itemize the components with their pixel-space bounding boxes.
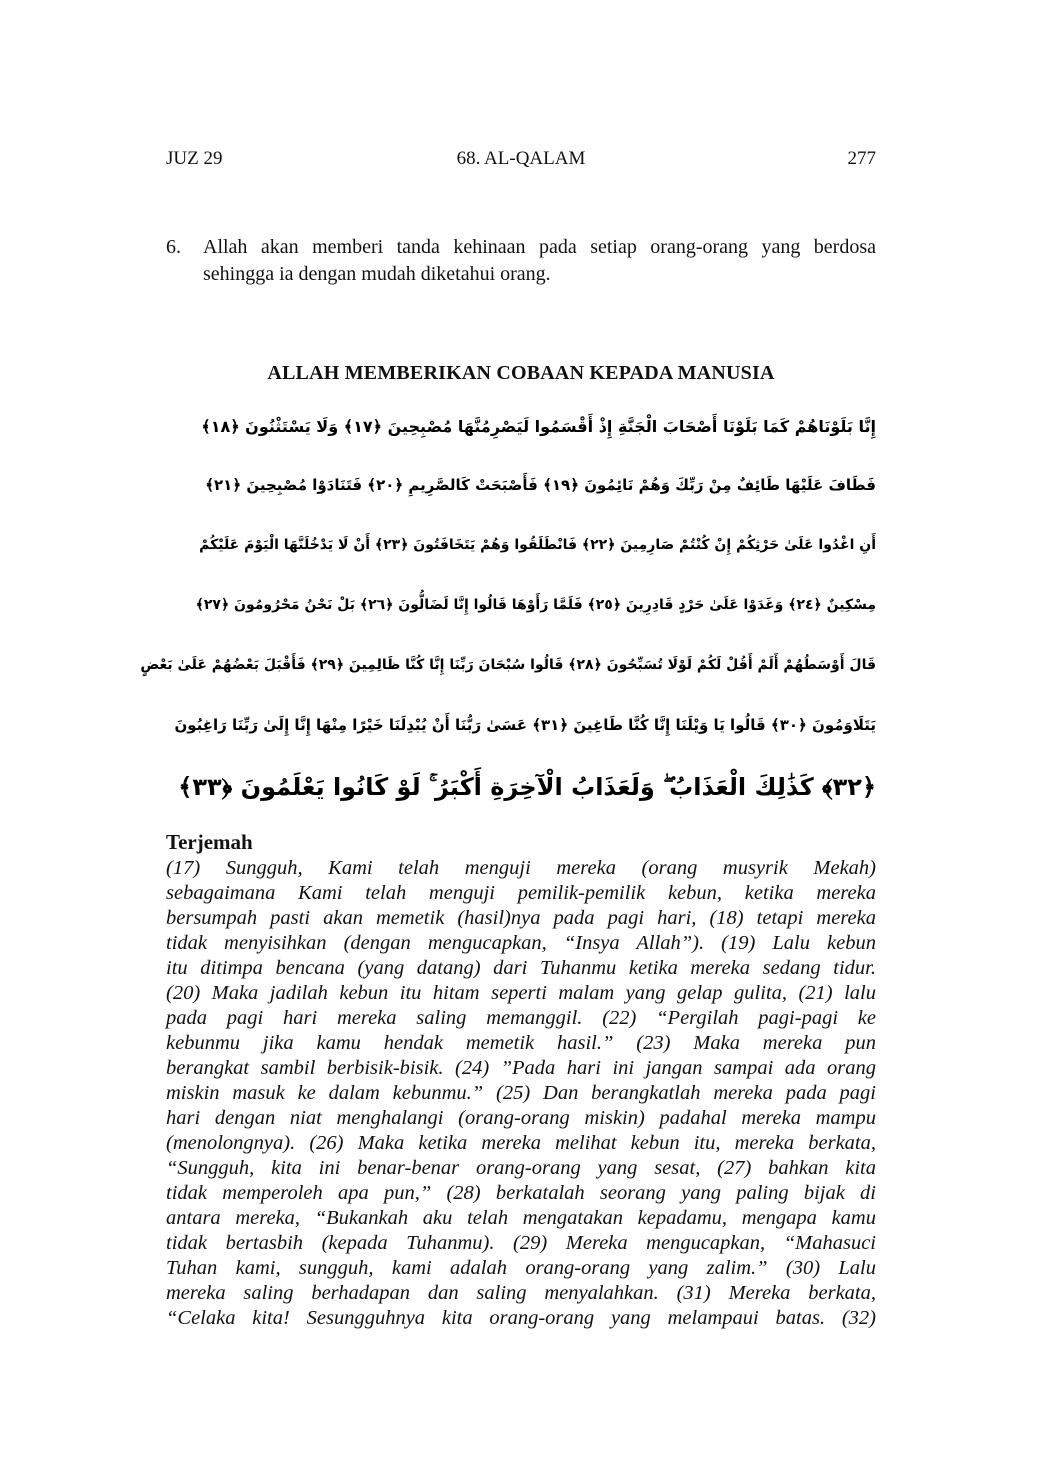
translation-line: hari dengan niat menghalangi (orang-orang miskin) padahal mereka mampu	[166, 1107, 876, 1129]
arabic-line: قَالَ أَوْسَطُهُمْ أَلَمْ أَقُلْ لَكُمْ لَوْلَا تُسَبِّحُونَ ﴿٢٨﴾ قَالُوا سُبْحَانَ رَبِّنَا إِنَّا كُنَّا ظَالِمِينَ ﴿٢٩﴾ فَأَقْبَلَ بَعْضُهُمْ عَلَىٰ بَعْضٍ	[140, 657, 876, 673]
translation-line: (17) Sungguh, Kami telah menguji mereka (orang musyrik Mekah)	[166, 857, 876, 879]
arabic-line: فَطَافَ عَلَيْهَا طَائِفٌ مِنْ رَبِّكَ وَهُمْ نَائِمُونَ ﴿١٩﴾ فَأَصْبَحَتْ كَالصَّرِيمِ ﴿٢٠﴾ فَتَنَادَوْا مُصْبِحِينَ ﴿٢١﴾	[205, 476, 876, 494]
arabic-line: إِنَّا بَلَوْنَاهُمْ كَمَا بَلَوْنَا أَصْحَابَ الْجَنَّةِ إِذْ أَقْسَمُوا لَيَصْرِمُنَّهَا مُصْبِحِينَ ﴿١٧﴾ وَلَا يَسْتَثْنُونَ ﴿١٨﴾	[201, 417, 876, 436]
translation-line: tidak memperoleh apa pun,” (28) berkatalah seorang yang paling bijak di	[166, 1182, 876, 1204]
running-header	[166, 148, 876, 174]
translation-line: “Celaka kita! Sesungguhnya kita orang-orang yang melampaui batas. (32)	[166, 1307, 876, 1329]
arabic-verses	[140, 398, 876, 818]
translation-line: kebunmu jika kamu hendak memetik hasil.” (23) Maka mereka pun	[166, 1032, 876, 1054]
footnote	[166, 234, 876, 288]
arabic-line: يَتَلَاوَمُونَ ﴿٣٠﴾ قَالُوا يَا وَيْلَنَا إِنَّا كُنَّا طَاغِينَ ﴿٣١﴾ عَسَىٰ رَبُّنَا أَنْ يُبْدِلَنَا خَيْرًا مِنْهَا إِنَّا إِلَىٰ رَبِّنَا رَاغِبُونَ	[174, 716, 876, 734]
translation-line: (menolongnya). (26) Maka ketika mereka melihat kebun itu, mereka berkata,	[166, 1132, 876, 1154]
surah-title: 68. AL-QALAM	[456, 148, 586, 169]
translation-line: “Sungguh, kita ini benar-benar orang-orang yang sesat, (27) bahkan kita	[166, 1157, 876, 1179]
arabic-line: ﴿٣٢﴾ كَذَٰلِكَ الْعَذَابُ ۖ وَلَعَذَابُ الْآخِرَةِ أَكْبَرُ ۚ لَوْ كَانُوا يَعْلَمُونَ ﴿٣٣﴾	[178, 773, 876, 801]
translation-line: itu ditimpa bencana (yang datang) dari Tuhanmu ketika mereka sedang tidur.	[166, 957, 876, 979]
translation-line: tidak menyisihkan (dengan mengucapkan, “Insya Allah”). (19) Lalu kebun	[166, 932, 876, 954]
footnote-text: Allah akan memberi tanda kehinaan pada setiap orang-orang yang berdosa sehingga ia dengan mudah diketahui orang.	[203, 236, 876, 285]
page-number: 277	[847, 148, 876, 169]
translation-line: Tuhan kami, sungguh, kami adalah orang-orang yang zalim.” (30) Lalu	[166, 1257, 876, 1279]
translation-line: antara mereka, “Bukankah aku telah mengatakan kepadamu, mengapa kamu	[166, 1207, 876, 1229]
translation-line: bersumpah pasti akan memetik (hasil)nya pada pagi hari, (18) tetapi mereka	[166, 907, 876, 929]
translation-line: mereka saling berhadapan dan saling menyalahkan. (31) Mereka berkata,	[166, 1282, 876, 1304]
translation-body	[166, 856, 876, 1331]
translation-line: (20) Maka jadilah kebun itu hitam seperti malam yang gelap gulita, (21) lalu	[166, 982, 876, 1004]
juz-label: JUZ 29	[166, 148, 223, 169]
translation-line: sebagaimana Kami telah menguji pemilik-pemilik kebun, ketika mereka	[166, 882, 876, 904]
translation-line: miskin masuk ke dalam kebunmu.” (25) Dan berangkatlah mereka pada pagi	[166, 1082, 876, 1104]
footnote-number: 6.	[166, 236, 181, 258]
translation-line: berangkat sambil berbisik-bisik. (24) ”Pada hari ini jangan sampai ada orang	[166, 1057, 876, 1079]
translation-line: tidak bertasbih (kepada Tuhanmu). (29) Mereka mengucapkan, “Mahasuci	[166, 1232, 876, 1254]
arabic-line: أَنِ اغْدُوا عَلَىٰ حَرْثِكُمْ إِنْ كُنْتُمْ صَارِمِينَ ﴿٢٢﴾ فَانْطَلَقُوا وَهُمْ يَتَخَافَتُونَ ﴿٢٣﴾ أَنْ لَا يَدْخُلَنَّهَا الْيَوْمَ عَلَيْكُمْ	[199, 537, 876, 553]
section-title: ALLAH MEMBERIKAN COBAAN KEPADA MANUSIA	[267, 362, 775, 384]
translation-line: pada pagi hari mereka saling memanggil. (22) “Pergilah pagi-pagi ke	[166, 1007, 876, 1029]
translation-heading: Terjemah	[166, 830, 253, 854]
arabic-line: مِسْكِينٌ ﴿٢٤﴾ وَغَدَوْا عَلَىٰ حَرْدٍ قَادِرِينَ ﴿٢٥﴾ فَلَمَّا رَأَوْهَا قَالُوا إِنَّا لَضَالُّونَ ﴿٢٦﴾ بَلْ نَحْنُ مَحْرُومُونَ ﴿٢٧﴾	[195, 597, 876, 613]
